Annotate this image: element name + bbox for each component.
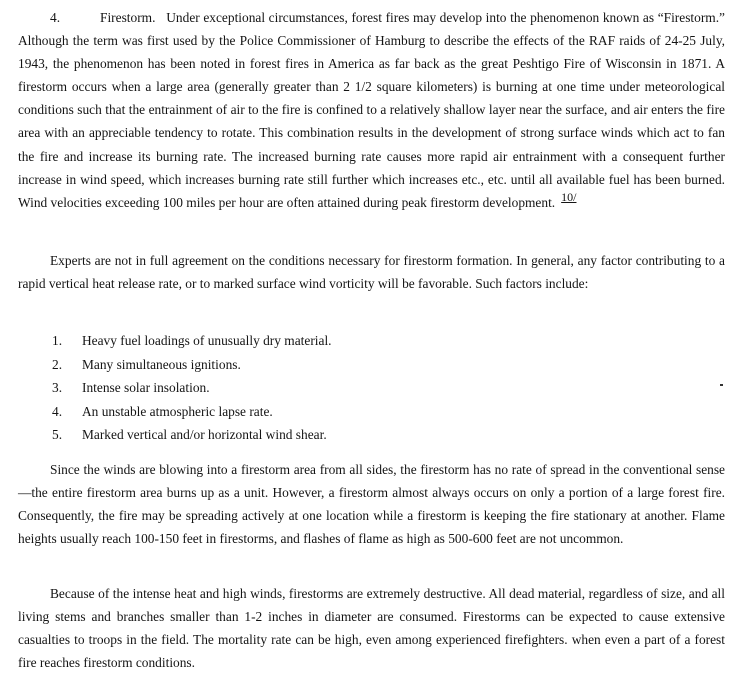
scan-speck [720,384,723,386]
list-item-number: 2. [52,356,63,372]
list-item-text: Intense solar insolation. [82,380,210,395]
footnote-reference: 10/ [561,189,577,204]
destruction-paragraph [18,582,725,674]
list-item [52,423,332,447]
spread-text: Since the winds are blowing into a firestorm area from all sides, the firestorm has no rate of spread in the conventional sense—the entire firestorm area burns up as a unit. However, a firestorm almost always occurs on only a portion of a large forest fire. Consequently, the fire may be spreading actively at one location while a firestorm is keeping the fire stationary at another. Flame heights usually reach 100-150 feet in firestorms, and flashes of flame as high as 500-600 feet are not uncommon. [18,462,725,547]
conditions-intro-paragraph [18,249,725,295]
list-item-number: 3. [52,380,63,395]
section-number: 4. [50,10,61,25]
firestorm-definition-paragraph [18,6,725,214]
section-body: Under exceptional circumstances, forest fires may develop into the phenomenon known as “Firestorm.” Although the term was first used by the Police Commissioner of Hamburg to describe the effects of the RAF raids of 24-25 July, 1943, the phenomenon has been noted in forest fires in America as far back as the great Peshtigo Fire of Wisconsin in 1871. A firestorm occurs when a large area (generally greater than 2 1/2 square kilometers) is burning at one time under meteorological conditions such that the entrainment of air to the fire is confined to a relatively shallow layer near the surface, and air enters the fire area with an appreciable tendency to rotate. This combination results in the development of strong surface winds which act to fan the fire and increase its burning rate. The increased burning rate causes more rapid air entrainment with a consequent further increase in wind speed, which increases burning rate still further which increases etc., etc. until all available fuel has been burned. Wind velocities exceeding 100 miles per hour are often attained during peak firestorm development. [18,10,725,210]
list-item-text: Many simultaneous ignitions. [82,356,241,372]
list-item-number: 4. [52,403,63,419]
destruction-text: Because of the intense heat and high winds, firestorms are extremely destructive. All dead material, regardless of size, and all living stems and branches smaller than 1-2 inches in diameter are consumed. Firestorms can be expected to cause extensive casualties to troops in the field. The mortality rate can be high, even among experienced firefighters. when even a part of a forest fire reaches firestorm conditions. [18,586,725,671]
list-item [52,329,332,353]
list-item-number: 1. [52,333,63,348]
conditions-intro-text: Experts are not in full agreement on the conditions necessary for firestorm formation. In general, any factor contributing to a rapid vertical heat release rate, or to marked surface wind vorticity will be favorable. Such factors include: [18,253,725,292]
list-item-text: Marked vertical and/or horizontal wind shear. [82,427,327,442]
spread-paragraph [18,458,725,550]
list-item-number: 5. [52,427,63,442]
list-item [52,353,332,377]
factor-list [52,329,332,447]
list-item-text: Heavy fuel loadings of unusually dry material. [82,333,332,348]
list-item-text: An unstable atmospheric lapse rate. [82,403,273,419]
section-title: Firestorm. [100,10,156,25]
list-item [52,400,332,424]
list-item [52,376,332,400]
